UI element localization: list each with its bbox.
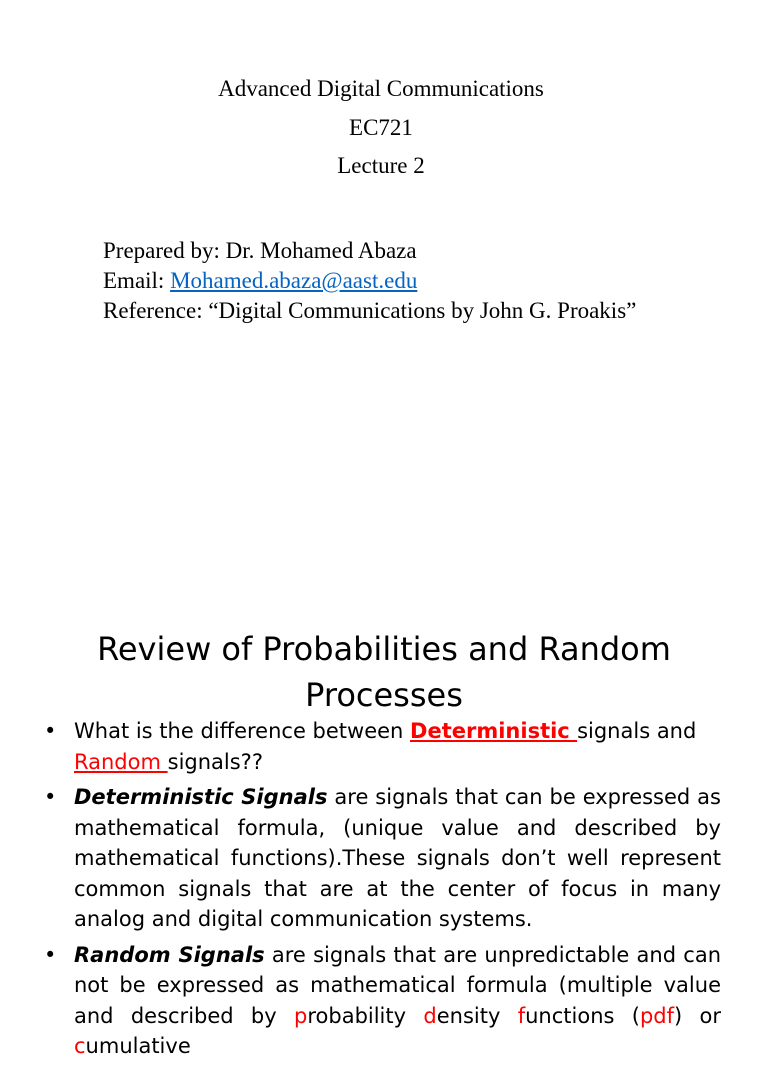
bullet-list [0,716,768,1067]
reference-line: Reference: “Digital Communications by John G. Proakis” [103,298,637,323]
email-line [103,266,753,296]
review-title [0,626,768,718]
review-title-line1: Review of Probabilities and Random [97,630,671,669]
email-link[interactable]: Mohamed.abaza@aast.edu [170,268,418,293]
lecture-number: Lecture 2 [337,153,425,178]
bullet-random: • Random Signals are signals that are unpredictable and can not be expressed as mathematical formula (multiple value and described by probability density functions (pdf) or cumulative [0,940,768,1062]
keyword-deterministic: Deterministic [410,719,578,743]
prepared-by: Prepared by: Dr. Mohamed Abaza [103,238,417,263]
term-deterministic: Deterministic Signals [74,785,328,809]
pdf-abbrev: pdf [639,1003,675,1028]
bullet-difference: • What is the difference between Deterministic signals and Random signals?? [0,716,768,777]
bullet-dot: • [44,942,57,967]
bullet-deterministic: • Deterministic Signals are signals that can be expressed as mathematical formula, (unique value and described by mathematical functions).These signals don’t well represent common signals that are at the center of focus in many analog and digital communication systems. [0,782,768,935]
bullet-dot: • [44,785,57,809]
keyword-random: Random [74,749,168,774]
review-title-line2: Processes [305,676,463,715]
term-random: Random Signals [74,942,265,967]
title-block [0,70,762,186]
info-block [103,236,753,326]
bullet-dot: • [44,719,57,743]
email-label: Email: [103,268,171,293]
course-code: EC721 [349,114,413,140]
course-title: Advanced Digital Communications [218,76,544,101]
